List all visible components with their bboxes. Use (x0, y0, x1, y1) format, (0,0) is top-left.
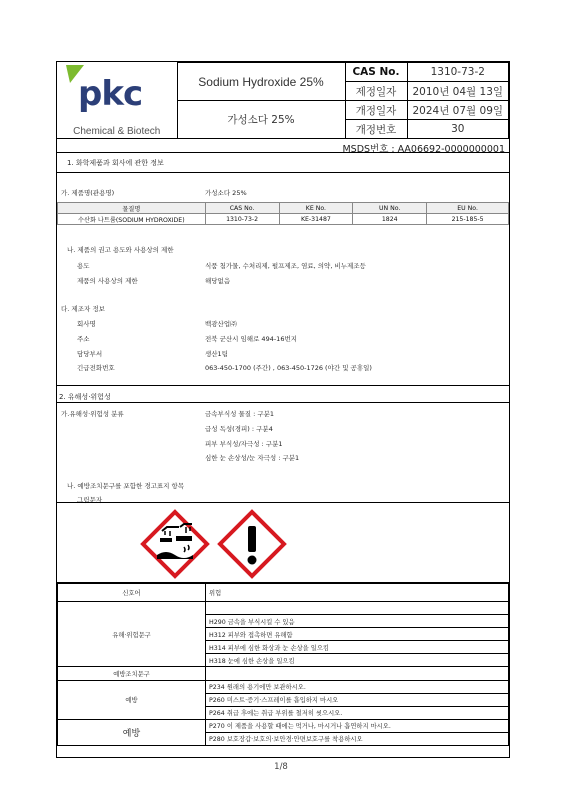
precaution-statement: P234 원래의 용기에만 보관하시오. (206, 680, 509, 693)
hazard-statement: H314 피부에 심한 화상과 눈 손상을 일으킴 (206, 641, 509, 654)
page-number: 1/8 (274, 762, 288, 772)
table-header: CAS No. (205, 203, 279, 214)
label-items-title: 나. 예방조치문구를 포함한 경고표지 항목 (67, 482, 185, 490)
precaution-label: 예방조치문구 (58, 667, 206, 680)
substance-table (57, 202, 509, 225)
enact-date-label: 제정일자 (345, 82, 407, 101)
company-logo (57, 63, 177, 139)
pictogram-area (57, 502, 509, 583)
address-value: 전북 군산시 임해로 494-16번지 (205, 335, 298, 343)
table-cell: 1824 (353, 214, 427, 225)
emergency-phone-value: 063-450-1700 (주간) , 063-450-1726 (야간 및 공휴일) (205, 364, 372, 372)
pkc-logo-icon (62, 63, 172, 129)
divider (57, 152, 509, 153)
divider (57, 402, 509, 403)
product-name-label: 가. 제품명(관용명) (61, 189, 115, 197)
hazard-class-value: 피부 부식성/자극성 : 구분1 (205, 440, 283, 448)
signal-word-value: 위험 (206, 584, 509, 602)
company-name-label: 회사명 (77, 320, 96, 328)
revision-date-label: 개정일자 (345, 101, 407, 120)
cas-label: CAS No. (345, 63, 407, 82)
restriction-label: 제품의 사용상의 제한 (77, 277, 138, 285)
use-label: 용도 (77, 262, 90, 270)
use-restriction-title: 나. 제품의 권고 용도와 사용상의 제한 (67, 246, 174, 254)
table-cell: 수산화 나트륨(SODIUM HYDROXIDE) (58, 214, 206, 225)
table-cell: KE-31487 (279, 214, 353, 225)
table-header: UN No. (353, 203, 427, 214)
company-name: Chemical & Biotech (73, 126, 161, 138)
precaution-statement: P270 이 제품을 사용할 때에는 먹거나, 마시거나 흡연하지 마시오. (206, 719, 509, 732)
prevention-label: 예방 (58, 719, 206, 745)
company-name-value: 백광산업㈜ (205, 320, 237, 328)
table-row (58, 214, 509, 225)
product-name-value: 가성소다 25% (205, 189, 247, 197)
hazard-class-value: 급성 독성(경피) : 구분4 (205, 425, 273, 433)
section2-title: 2. 유해성·위험성 (59, 393, 111, 401)
revision-no-value: 30 (407, 120, 509, 139)
emergency-phone-label: 긴급전화번호 (77, 364, 115, 372)
hazard-class-label: 가.유해성·위험성 분류 (61, 410, 124, 418)
revision-no-label: 개정번호 (345, 120, 407, 139)
exclamation-icon (217, 509, 287, 579)
section1-title: 1. 화학제품과 회사에 관한 정보 (67, 159, 164, 167)
empty-cell (206, 602, 509, 615)
divider (57, 172, 509, 173)
use-value: 식품 첨가물, 수처리제, 펄프제조, 염료, 의약, 비누제조등 (205, 262, 366, 270)
precaution-statement: P280 보호장갑·보호의·보안경·안면보호구를 착용하시오 (206, 732, 509, 745)
corrosion-icon (140, 509, 210, 579)
prevention-label: 예방 (58, 680, 206, 719)
revision-date-value: 2024년 07월 09일 (407, 101, 509, 120)
product-name-en: Sodium Hydroxide 25% (177, 63, 345, 101)
hazard-statement: H318 눈에 심한 손상을 일으킴 (206, 654, 509, 667)
document-header (57, 62, 509, 139)
table-cell: 215-185-5 (427, 214, 509, 225)
cas-value: 1310-73-2 (407, 63, 509, 82)
msds-page (56, 61, 510, 758)
table-header: EU No. (427, 203, 509, 214)
hazard-statement: H312 피부와 접촉하면 유해함 (206, 628, 509, 641)
hazard-statements-label: 유해·위험문구 (58, 602, 206, 667)
department-label: 담당부서 (77, 350, 103, 358)
department-value: 생산1팀 (205, 350, 228, 358)
hazard-class-value: 금속부식성 물질 : 구분1 (205, 410, 275, 418)
svg-text:pkc: pkc (77, 74, 142, 115)
empty-cell (206, 667, 509, 680)
address-label: 주소 (77, 335, 90, 343)
pictogram-label: 그림문자 (77, 496, 103, 504)
hazard-statement: H290 금속을 부식시킬 수 있음 (206, 615, 509, 628)
signal-word-label: 신호어 (58, 584, 206, 602)
hazard-class-value: 심한 눈 손상성/눈 자극성 : 구분1 (205, 454, 300, 462)
msds-number: MSDS번호 : AA06692-0000000001 (342, 144, 505, 155)
restriction-value: 해당없음 (205, 277, 231, 285)
table-header: KE No. (279, 203, 353, 214)
precaution-statement: P260 미스트·증기·스프레이를 흡입하지 마시오 (206, 693, 509, 706)
table-cell: 1310-73-2 (205, 214, 279, 225)
label-elements-table (57, 583, 509, 746)
enact-date-value: 2010년 04월 13일 (407, 82, 509, 101)
manufacturer-title: 다. 제조자 정보 (61, 305, 105, 313)
table-header: 물질명 (58, 203, 206, 214)
precaution-statement: P264 취급 후에는 취급 부위를 철저히 씻으시오. (206, 706, 509, 719)
divider (57, 385, 509, 386)
product-name-ko: 가성소다 25% (177, 101, 345, 139)
